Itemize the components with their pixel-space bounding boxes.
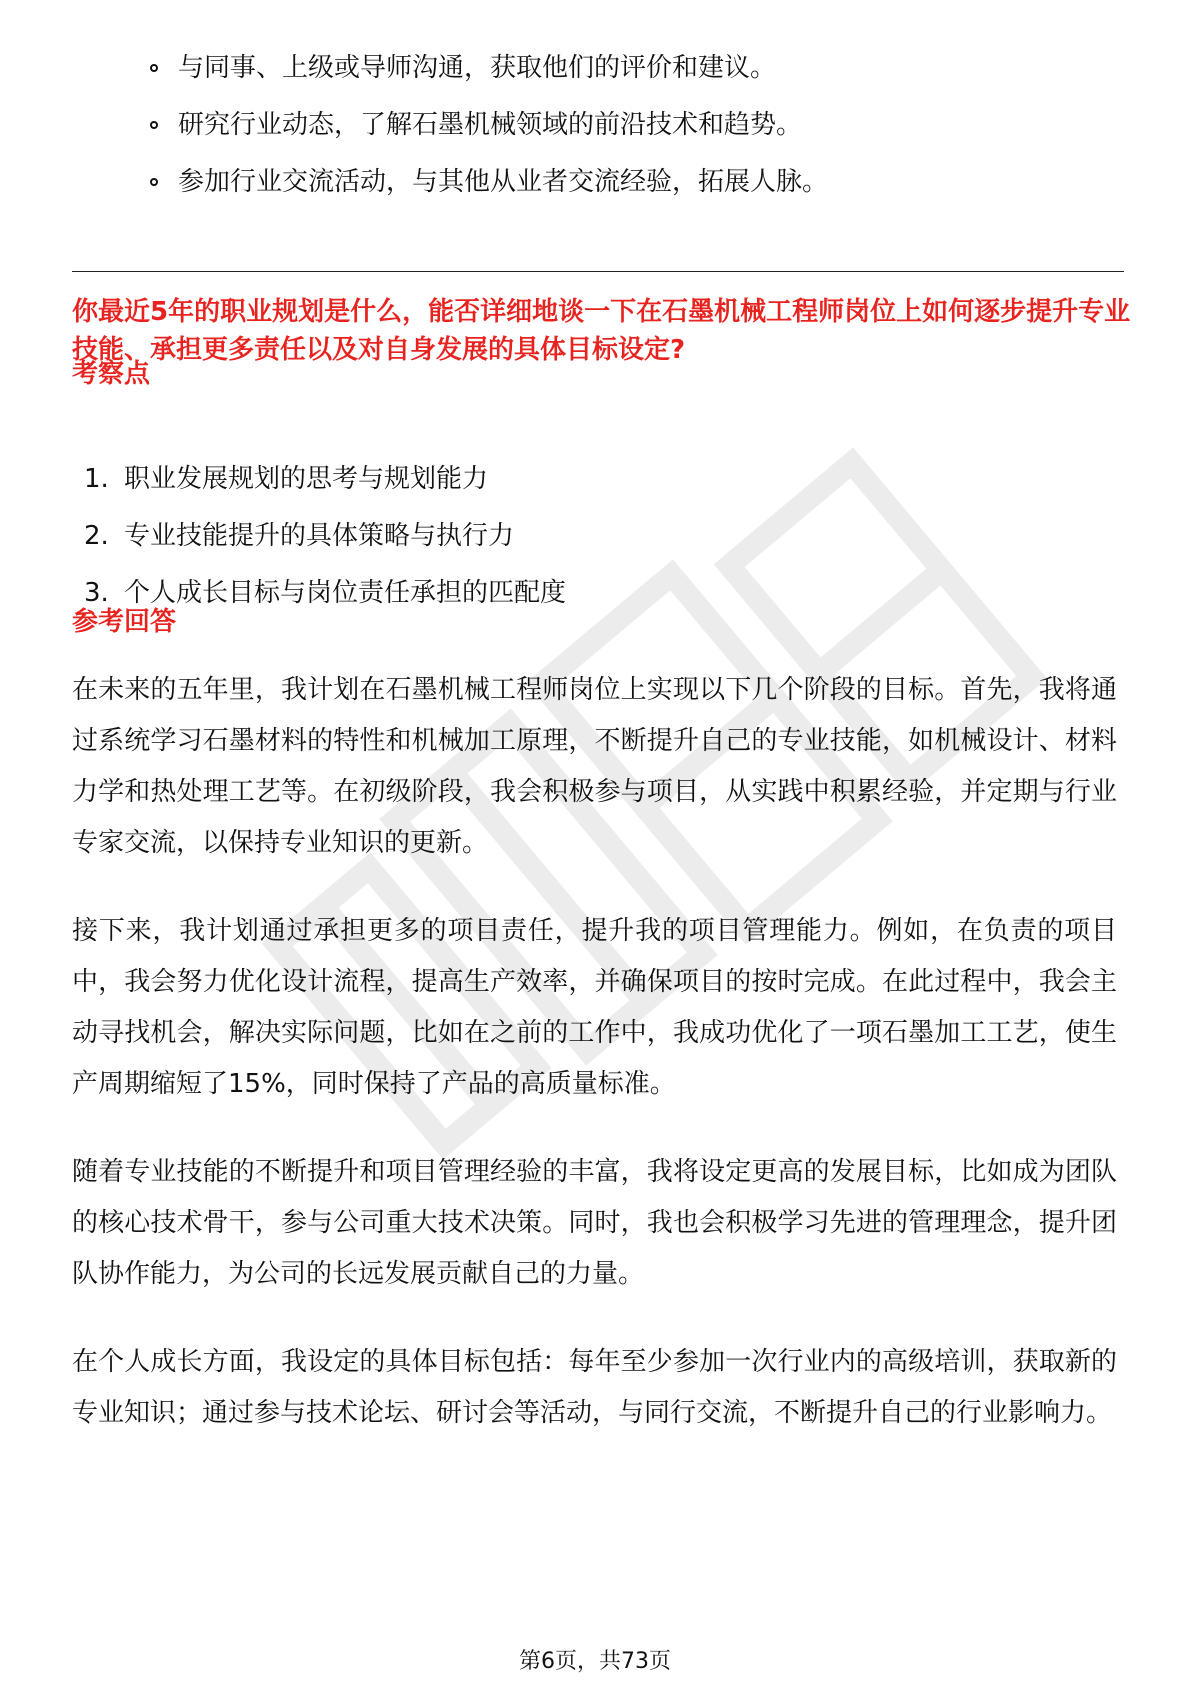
item-text: 个人成长目标与岗位责任承担的匹配度 bbox=[124, 578, 567, 608]
circle-bullet-icon bbox=[150, 178, 158, 186]
item-text: 专业技能提升的具体策略与执行力 bbox=[124, 521, 515, 551]
answer-paragraph: 随着专业技能的不断提升和项目管理经验的丰富，我将设定更高的发展目标，比如成为团队的核心技术骨干，参与公司重大技术决策。同时，我也会积极学习先进的管理理念，提升团队协作能力，为公司的长远发展贡献自己的力量。 bbox=[72, 1157, 1117, 1289]
list-item bbox=[84, 463, 566, 495]
list-item bbox=[150, 52, 1110, 84]
item-text: 职业发展规划的思考与规划能力 bbox=[124, 464, 489, 494]
bullet-text: 研究行业动态，了解石墨机械领域的前沿技术和趋势。 bbox=[178, 110, 803, 140]
answer-paragraph: 在个人成长方面，我设定的具体目标包括：每年至少参加一次行业内的高级培训，获取新的专业知识；通过参与技术论坛、研讨会等活动，与同行交流，不断提升自己的行业影响力。 bbox=[72, 1347, 1117, 1428]
section-divider bbox=[72, 271, 1124, 272]
circle-bullet-icon bbox=[150, 121, 158, 129]
answer-paragraph: 接下来，我计划通过承担更多的项目责任，提升我的项目管理能力。例如，在负责的项目中，我会努力优化设计流程，提高生产效率，并确保项目的按时完成。在此过程中，我会主动寻找机会，解决实际问题，比如在之前的工作中，我成功优化了一项石墨加工工艺，使生产周期缩短了15%，同时保持了产品的高质量标准。 bbox=[72, 916, 1117, 1099]
item-number: 1. bbox=[84, 464, 109, 494]
list-item bbox=[84, 577, 566, 609]
points-title: 考察点 bbox=[72, 359, 151, 389]
item-number: 2. bbox=[84, 521, 109, 551]
top-bullet-list bbox=[150, 52, 1110, 223]
bullet-text: 参加行业交流活动，与其他从业者交流经验，拓展人脉。 bbox=[178, 167, 829, 197]
answer-paragraph: 在未来的五年里，我计划在石墨机械工程师岗位上实现以下几个阶段的目标。首先，我将通过系统学习石墨材料的特性和机械加工原理，不断提升自己的专业技能，如机械设计、材料力学和热处理工艺等。在初级阶段，我会积极参与项目，从实践中积累经验，并定期与行业专家交流，以保持专业知识的更新。 bbox=[72, 675, 1117, 858]
list-item bbox=[150, 166, 1110, 198]
list-item bbox=[84, 520, 566, 552]
bullet-text: 与同事、上级或导师沟通，获取他们的评价和建议。 bbox=[178, 53, 777, 83]
list-item bbox=[150, 109, 1110, 141]
answer-title: 参考回答 bbox=[72, 607, 177, 637]
circle-bullet-icon bbox=[150, 64, 158, 72]
item-number: 3. bbox=[84, 578, 109, 608]
question-heading: 你最近5年的职业规划是什么，能否详细地谈一下在石墨机械工程师岗位上如何逐步提升专业技能、承担更多责任以及对自身发展的具体目标设定? bbox=[72, 297, 1131, 365]
page-footer: 第6页，共73页 bbox=[519, 1649, 671, 1674]
